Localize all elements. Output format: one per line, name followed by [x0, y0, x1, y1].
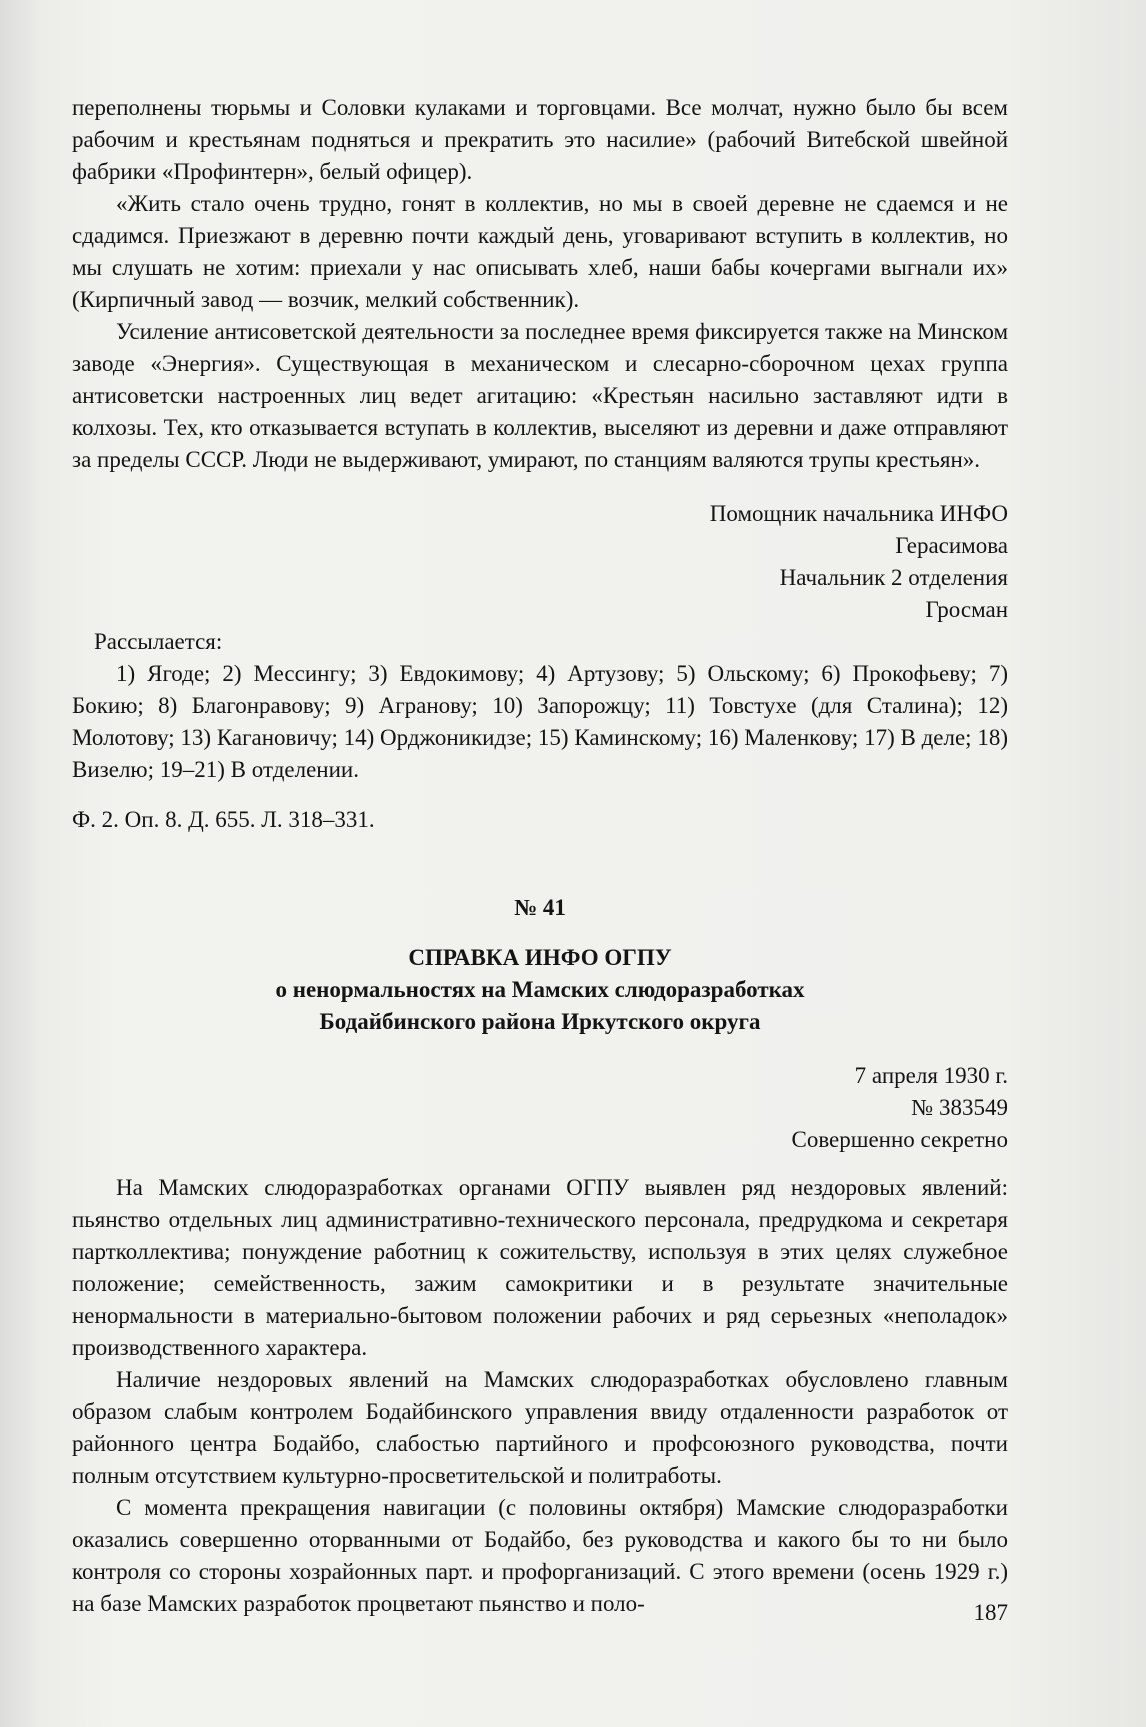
signature-title-1: Помощник начальника ИНФО	[709, 501, 1008, 526]
document-subtitle-1: о ненормальностях на Мамских слюдоразработках	[275, 977, 805, 1002]
distribution-list: 1) Ягоде; 2) Мессингу; 3) Евдокимову; 4) Артузову; 5) Ольскому; 6) Прокофьеву; 7) Бокию; 8) Благонравову; 9) Агранову; 10) Запорожцу; 11) Товстухе (для Сталина); 12) Молотову; 13) Кагановичу; 14) Орджоникидзе; 15) Каминскому; 16) Маленкову; 17) В деле; 18) Визелю; 19–21) В отделении.	[72, 661, 1008, 782]
distribution-heading: Рассылается:	[94, 629, 223, 654]
date-block	[72, 1060, 1008, 1156]
document-title: СПРАВКА ИНФО ОГПУ	[408, 945, 672, 970]
page-text	[72, 92, 1008, 1620]
signature-title-2: Начальник 2 отделения	[779, 565, 1008, 590]
document-subtitle-2: Бодайбинского района Иркутского округа	[319, 1009, 761, 1034]
signature-block	[72, 498, 1008, 626]
document-date: 7 апреля 1930 г.	[854, 1063, 1008, 1088]
paragraph-findings: На Мамских слюдоразработках органами ОГПУ выявлен ряд нездоровых явлений: пьянство отдельных лиц административно-технического персонала, предрудкома и секретаря партколлектива; понуждение работниц к сожительству, используя в этих целях служебное положение; семейственность, зажим самокритики и в результате значительные ненормальности в материально-бытовом положении рабочих и ряд серьезных «неполадок» производственного характера.	[72, 1175, 1008, 1360]
document-classification: Совершенно секретно	[791, 1127, 1008, 1152]
paragraph-minsk-factory: Усиление антисоветской деятельности за последнее время фиксируется также на Минском заводе «Энергия». Существующая в механическом и слесарно-сборочном цехах группа антисоветски настроенных лиц ведет агитацию: «Крестьян насильно заставляют идти в колхозы. Тех, кто отказывается вступать в коллектив, выселяют из деревни и даже отправляют за пределы СССР. Люди не выдерживают, умирают, по станциям валяются трупы крестьян».	[72, 319, 1008, 472]
paragraph-navigation: С момента прекращения навигации (с половины октября) Мамские слюдоразработки оказались совершенно оторванными от Бодайбо, без руководства и какого бы то ни было контроля со стороны хозрайонных парт. и профорганизаций. С этого времени (осень 1929 г.) на базе Мамских разработок процветают пьянство и поло-	[72, 1495, 1008, 1616]
signature-name-1: Герасимова	[895, 533, 1008, 558]
paragraph-continuation: переполнены тюрьмы и Соловки кулаками и торговцами. Все молчат, нужно было бы всем рабочим и крестьянам подняться и прекратить это насилие» (рабочий Витебской швейной фабрики «Профинтерн», белый офицер).	[72, 95, 1008, 184]
document-header	[72, 892, 1008, 1038]
document-number: № 41	[514, 895, 566, 920]
document-ref-number: № 383549	[911, 1095, 1008, 1120]
paragraph-causes: Наличие нездоровых явлений на Мамских слюдоразработках обусловлено главным образом слабым контролем Бодайбинского управления ввиду отдаленности разработок от районного центра Бодайбо, слабостью партийного и профсоюзного руководства, почти полным отсутствием культурно-просветительской и политработы.	[72, 1367, 1008, 1488]
signature-name-2: Гросман	[925, 597, 1008, 622]
archive-reference: Ф. 2. Оп. 8. Д. 655. Л. 318–331.	[72, 807, 375, 832]
page-number: 187	[973, 1600, 1008, 1625]
paragraph-quote: «Жить стало очень трудно, гонят в коллектив, но мы в своей деревне не сдаемся и не сдадимся. Приезжают в деревню почти каждый день, уговаривают вступить в коллектив, но мы слушать не хотим: приехали у нас описывать хлеб, наши бабы кочергами выгнали их» (Кирпичный завод — возчик, мелкий собственник).	[72, 191, 1008, 312]
